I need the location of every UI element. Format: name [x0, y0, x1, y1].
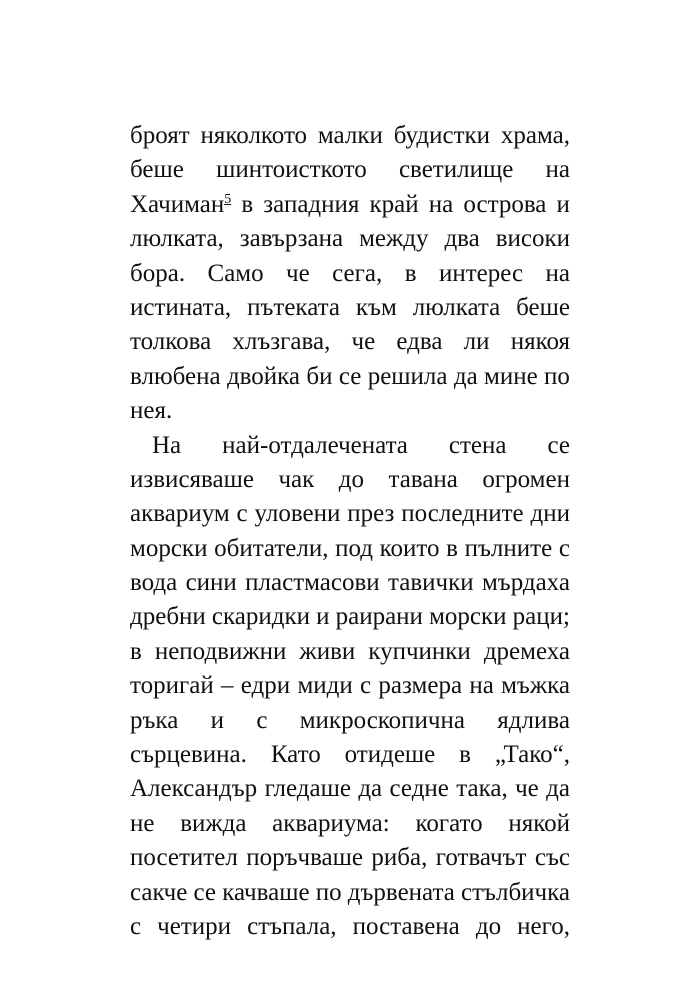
word-text: обитатели,	[214, 534, 329, 562]
word-text: се	[193, 878, 217, 906]
word-text: качваше	[222, 878, 310, 906]
word-text: някой	[508, 809, 570, 837]
word-text: –	[221, 672, 234, 700]
word-text: някоя	[510, 328, 570, 356]
word-text: морски	[130, 534, 208, 562]
word-text: стъпала,	[247, 912, 337, 940]
word-text: влюбена	[130, 362, 221, 390]
word	[535, 841, 570, 875]
word	[501, 119, 570, 153]
word-text: сини	[185, 569, 237, 597]
text-line	[130, 841, 570, 875]
word-text: беше	[130, 156, 184, 184]
word-text: гледаше	[264, 775, 351, 803]
word-text: през	[347, 500, 395, 528]
word	[130, 669, 214, 703]
word	[501, 669, 570, 703]
word-text: размера	[378, 672, 463, 700]
word-text: със	[534, 844, 570, 872]
word-text: раирани	[335, 603, 423, 631]
word	[211, 704, 224, 738]
word	[348, 876, 455, 910]
word-text: извисяваше	[130, 465, 254, 493]
word-text: уловени	[254, 500, 341, 528]
word	[130, 704, 178, 738]
word-text: дремеха	[483, 637, 570, 665]
word-text: на	[545, 156, 570, 184]
word	[306, 360, 332, 394]
word-text: и	[316, 603, 330, 631]
word-text: би	[306, 362, 333, 390]
word-text: да	[358, 775, 383, 803]
word	[130, 188, 231, 222]
word	[476, 910, 501, 944]
word	[256, 704, 267, 738]
word	[263, 188, 359, 222]
word	[272, 807, 390, 841]
word	[130, 772, 257, 806]
word	[130, 222, 224, 256]
word-text: раци;	[512, 603, 570, 631]
word	[130, 153, 184, 187]
word-text: будистки	[393, 122, 491, 149]
word-text: край	[369, 190, 419, 218]
word	[241, 669, 290, 703]
word	[511, 325, 570, 359]
word-text: на	[469, 672, 494, 700]
word	[352, 325, 376, 359]
word-text: аквариум	[130, 500, 230, 528]
word-text: сърцевина.	[130, 741, 247, 769]
word-text: дни	[530, 500, 570, 528]
word	[371, 841, 427, 875]
word	[484, 360, 538, 394]
word	[464, 325, 490, 359]
word-text: не	[130, 809, 155, 837]
word	[157, 910, 231, 944]
word-text: пластмасови	[245, 569, 380, 597]
word	[449, 429, 507, 463]
word	[413, 291, 501, 325]
word	[495, 738, 570, 772]
word	[405, 257, 417, 291]
word	[496, 222, 570, 256]
word-text: дървената	[347, 878, 455, 906]
word-text: с	[236, 500, 248, 528]
word-text: поръчваше	[246, 844, 363, 872]
word	[130, 532, 207, 566]
word	[265, 772, 351, 806]
word	[515, 772, 539, 806]
word-text: шинтоисткото	[216, 156, 367, 184]
text-line	[130, 738, 570, 772]
word-text: вижда	[180, 809, 247, 837]
word	[318, 119, 383, 153]
word-text: ли	[463, 328, 490, 356]
word	[459, 738, 471, 772]
word-text: с	[558, 534, 570, 562]
text-line	[130, 669, 570, 703]
word	[380, 532, 440, 566]
word	[358, 772, 382, 806]
word	[347, 497, 394, 531]
word	[368, 360, 448, 394]
word-text: че	[286, 259, 310, 287]
word-text: по	[544, 362, 570, 390]
word-text: мине	[484, 362, 538, 390]
word	[482, 566, 570, 600]
word-text: тавана	[388, 465, 458, 493]
word-text: в	[459, 741, 471, 769]
word-text: сакче	[130, 878, 188, 906]
word	[286, 257, 310, 291]
paragraph	[130, 429, 570, 945]
word	[297, 669, 352, 703]
word	[394, 119, 490, 153]
word-text: живи	[299, 637, 356, 665]
word	[194, 876, 217, 910]
word-text: вода	[130, 569, 178, 597]
word-text: най-отдалечената	[222, 431, 408, 459]
word	[212, 600, 310, 634]
word	[429, 188, 453, 222]
word-text: храма,	[500, 122, 570, 149]
word-text: в	[130, 637, 142, 665]
word	[401, 497, 523, 531]
text-line	[130, 910, 570, 944]
word	[345, 738, 436, 772]
word	[370, 188, 419, 222]
word	[359, 222, 428, 256]
word	[482, 463, 570, 497]
word	[208, 257, 264, 291]
word	[214, 532, 328, 566]
word-text: едва	[396, 328, 443, 356]
word-text: светилище	[398, 156, 514, 184]
word	[356, 291, 397, 325]
word-text: ядлива	[497, 706, 570, 734]
word-text: с	[360, 672, 372, 700]
word-text: едри	[240, 672, 291, 700]
word-text: да	[546, 775, 570, 803]
word	[130, 635, 142, 669]
word-text: стълбичка	[461, 878, 570, 906]
word-text: в	[404, 259, 417, 287]
text-line	[130, 291, 570, 325]
word-text: по	[315, 878, 342, 906]
text-line	[130, 325, 570, 359]
word	[517, 910, 570, 944]
word-text: острова	[463, 190, 547, 218]
word-text: и	[210, 706, 224, 734]
word-text: бора.	[130, 259, 186, 287]
word-text: отидеше	[344, 741, 436, 769]
word	[316, 876, 342, 910]
word	[332, 257, 382, 291]
text-line	[130, 807, 570, 841]
word-text: неподвижни	[154, 637, 287, 665]
word-text: аквариума:	[272, 809, 390, 837]
word	[353, 910, 460, 944]
word-text: така,	[456, 775, 508, 803]
word	[130, 257, 185, 291]
word	[444, 222, 479, 256]
word-text: стена	[448, 431, 507, 459]
word	[222, 876, 309, 910]
word-text: поставена	[352, 912, 460, 940]
text-line	[130, 463, 570, 497]
word	[516, 291, 570, 325]
word	[130, 291, 231, 325]
word	[546, 257, 570, 291]
word	[130, 807, 154, 841]
word	[559, 532, 570, 566]
word-text: пътеката	[247, 293, 340, 321]
text-line	[130, 532, 570, 566]
word	[130, 876, 187, 910]
word	[130, 566, 177, 600]
word	[299, 635, 355, 669]
word	[508, 807, 570, 841]
word	[152, 429, 181, 463]
word	[232, 325, 330, 359]
word	[546, 153, 570, 187]
word	[399, 153, 513, 187]
word	[180, 807, 246, 841]
word-text: високи	[495, 225, 570, 253]
word	[201, 119, 308, 153]
word-text: сега,	[332, 259, 383, 287]
word-text: купчинки	[368, 637, 471, 665]
word	[339, 463, 364, 497]
word-text: люлката,	[130, 225, 224, 253]
word-text: на	[428, 190, 454, 218]
word-text: Александър	[130, 775, 258, 803]
word-text: че	[515, 775, 539, 803]
word-text: Като	[270, 741, 321, 769]
word	[336, 600, 423, 634]
word	[247, 291, 340, 325]
text-line	[130, 360, 570, 394]
word-text: толкова	[130, 328, 212, 356]
word	[271, 738, 321, 772]
word	[130, 738, 247, 772]
word	[237, 497, 248, 531]
word-text: решила	[367, 362, 448, 390]
word-text: тавички	[388, 569, 474, 597]
word-text: беше	[516, 293, 570, 321]
word	[547, 429, 570, 463]
word	[439, 257, 523, 291]
word	[130, 463, 254, 497]
text-line	[130, 222, 570, 256]
word	[530, 497, 569, 531]
word-text: малки	[317, 122, 383, 149]
footnote-marker[interactable]: 5	[224, 191, 232, 207]
word	[454, 360, 478, 394]
word-text: Само	[207, 259, 264, 287]
text-line	[130, 497, 570, 531]
word-text: нея.	[130, 397, 173, 425]
word	[130, 910, 141, 944]
text-line	[130, 704, 570, 738]
word	[557, 188, 570, 222]
word	[484, 635, 570, 669]
word	[221, 669, 234, 703]
word	[469, 669, 493, 703]
word	[316, 600, 329, 634]
word-text: интерес	[438, 259, 524, 287]
word	[339, 360, 362, 394]
word-text: да	[453, 362, 478, 390]
word-text: между	[359, 225, 429, 253]
word-text: четири	[157, 912, 232, 940]
word	[368, 635, 471, 669]
text-line	[130, 188, 570, 222]
word-text: дребни	[130, 603, 206, 631]
word-text: с	[130, 912, 142, 940]
word-text: с	[256, 706, 268, 734]
word-text: към	[355, 293, 397, 321]
text-line	[130, 429, 570, 463]
word-text: посетител	[130, 844, 238, 872]
word	[216, 153, 367, 187]
word	[130, 841, 238, 875]
text-line	[130, 635, 570, 669]
word-text: хлъзгава,	[232, 328, 331, 356]
word-text: ръка	[130, 706, 179, 734]
word-text: люлката	[412, 293, 501, 321]
text-line	[130, 119, 570, 153]
word-text: Хачиман	[130, 190, 225, 218]
word-text: последните	[401, 500, 524, 528]
text-line	[130, 566, 570, 600]
word-text: микроскопична	[299, 706, 465, 734]
word	[186, 566, 237, 600]
word	[465, 532, 553, 566]
word	[463, 188, 546, 222]
text-line	[130, 394, 570, 428]
word	[497, 704, 570, 738]
word	[415, 807, 482, 841]
word-text: скаридки	[211, 603, 310, 631]
word	[241, 188, 253, 222]
word-text: западния	[263, 190, 360, 218]
word	[546, 772, 570, 806]
paragraph	[130, 119, 570, 429]
word-text: пълните	[464, 534, 553, 562]
word-text: когато	[415, 809, 483, 837]
word-text: в	[241, 190, 254, 218]
word-text: мърдаха	[481, 569, 570, 597]
word	[155, 635, 287, 669]
word-text: мъжка	[501, 672, 570, 700]
text-line	[130, 257, 570, 291]
word	[222, 429, 408, 463]
word	[245, 566, 380, 600]
word	[278, 463, 314, 497]
word	[300, 704, 465, 738]
word	[130, 497, 230, 531]
word-text: него,	[517, 912, 570, 940]
text-line	[130, 600, 570, 634]
word	[388, 566, 474, 600]
word	[130, 360, 221, 394]
word	[130, 600, 206, 634]
word-text: риба,	[371, 844, 428, 872]
word-text: чак	[278, 465, 315, 493]
word	[130, 119, 190, 153]
word-text: които	[379, 534, 440, 562]
word	[544, 360, 570, 394]
word-text: огромен	[482, 465, 570, 493]
text-line	[130, 153, 570, 187]
word-text: миди	[297, 672, 353, 700]
word-text: готвачът	[435, 844, 527, 872]
word	[130, 325, 211, 359]
word-text: броят	[130, 122, 190, 149]
word-text: на	[545, 259, 570, 287]
word	[429, 600, 506, 634]
word	[246, 841, 363, 875]
word	[513, 600, 570, 634]
word	[389, 463, 458, 497]
word	[130, 397, 172, 424]
word-text: в	[446, 534, 458, 562]
word	[227, 360, 300, 394]
word-text: морски	[429, 603, 507, 631]
word-text: двойка	[226, 362, 301, 390]
word-text: торигай	[130, 672, 214, 700]
word	[335, 532, 373, 566]
word	[446, 532, 458, 566]
word-text: няколкото	[200, 122, 308, 149]
word	[461, 876, 570, 910]
page-text	[130, 119, 570, 944]
word	[396, 325, 442, 359]
word-text: два	[444, 225, 480, 253]
word-text: че	[351, 328, 376, 356]
word	[378, 669, 462, 703]
word-text: седне	[389, 775, 449, 803]
word-text: се	[338, 362, 362, 390]
word	[255, 497, 341, 531]
word-text: и	[556, 190, 570, 218]
word	[360, 669, 371, 703]
word	[390, 772, 449, 806]
word-text: завързана	[239, 225, 344, 253]
word	[240, 222, 343, 256]
word-text: „Тако“,	[494, 741, 570, 769]
text-line	[130, 876, 570, 910]
word-text: истината,	[130, 293, 232, 321]
word	[436, 841, 527, 875]
word	[247, 910, 336, 944]
word-text: под	[335, 534, 374, 562]
text-line	[130, 772, 570, 806]
word-text: На	[152, 431, 182, 459]
word-text: до	[475, 912, 502, 940]
word-text: се	[547, 431, 570, 459]
word-text: до	[338, 465, 365, 493]
word	[456, 772, 507, 806]
